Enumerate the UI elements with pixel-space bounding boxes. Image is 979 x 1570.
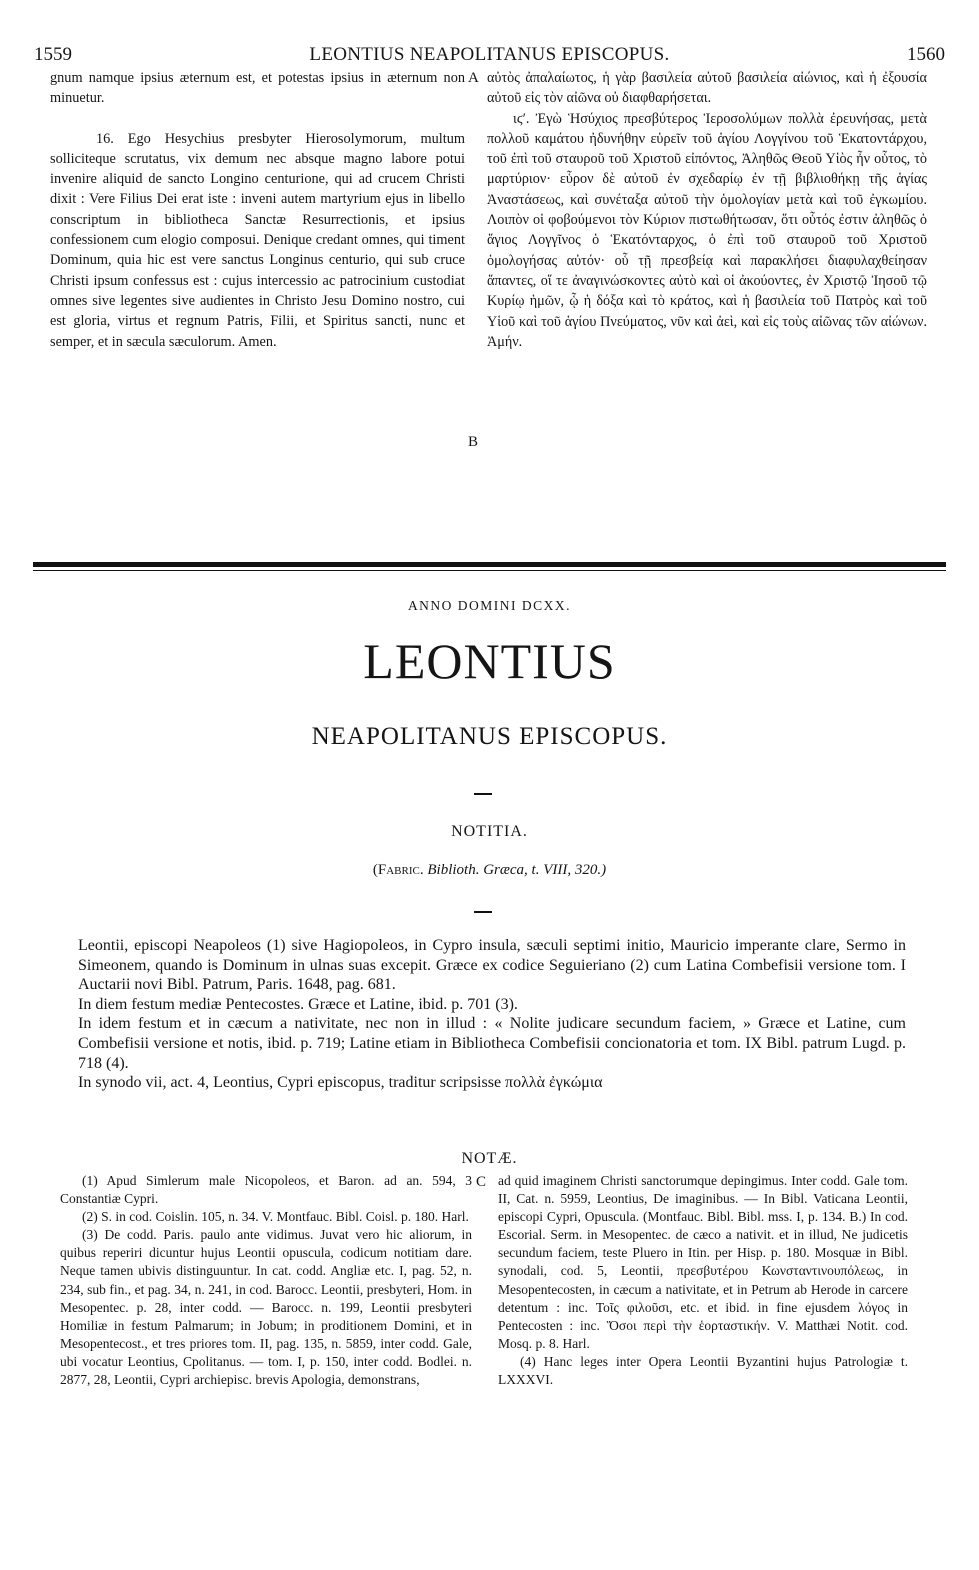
margin-marker-c: C bbox=[476, 1174, 487, 1190]
notitia-paragraph: In idem festum et in cæcum a nativitate, nec non in illud : « Nolite judicare secundum faciem, » Græce et Latine, cum Combefisii versione et notis, ibid. p. 719; Latine etiam in Bibliotheca Combefisii concionatoria et tom. IX Bibl. patrum Lugd. p. 718 (4). bbox=[78, 1015, 906, 1072]
section-title: LEONTIUS bbox=[363, 633, 616, 689]
section-divider-thick bbox=[33, 562, 946, 567]
notae-heading: NOTÆ. bbox=[461, 1150, 518, 1167]
footnote: (1) Apud Simlerum male Nicopoleos, et Baron. ad an. 594, 3 Constantiæ Cypri. bbox=[60, 1173, 472, 1207]
notitia-body bbox=[78, 936, 906, 1093]
left-column-number: 1559 bbox=[34, 44, 72, 65]
right-column-number: 1560 bbox=[907, 44, 945, 65]
footnote: (4) Hanc leges inter Opera Leontii Byzantini hujus Patrologiæ t. LXXXVI. bbox=[498, 1353, 908, 1388]
notes-right-column bbox=[498, 1172, 908, 1389]
fabric-abbreviation: Fabric. bbox=[377, 862, 424, 878]
margin-marker-a: A bbox=[468, 70, 479, 86]
fabricius-reference bbox=[0, 862, 979, 879]
running-title: LEONTIUS NEAPOLITANUS EPISCOPUS. bbox=[309, 44, 670, 65]
short-divider bbox=[474, 793, 492, 795]
fabric-citation: Biblioth. Græca, t. VIII, 320.) bbox=[427, 862, 607, 878]
section-subtitle: NEAPOLITANUS EPISCOPUS. bbox=[311, 723, 668, 750]
footnote-continuation: ad quid imaginem Christi sanctorumque depingimus. Inter codd. Gale tom. II, Cat. n. 5959, Leontius, De imaginibus. — In Bibl. Vaticana Leontii, episcopi Cypri, Opuscula. (Montfauc. Bibl. Bibl. mss. I, p. 134. B.) In cod. Escorial. Serm. in Mesopentec. de cæco a nativit. et in illud, Ne judicetis secundum faciem, teste Pluero in Itin. per Hisp. p. 180. Mosquæ in Bibl. synodali, cod. 5, Leontii, πρεσβυτέρου Κωνσταντινουπόλεως, in Mesopentecosten, in cæcum a nativitate, et in Petrum ab Herode in carcere detentum : inc. Τοῖς φιλοῦσι, etc. et ibid. in fine ejusdem λόγος in Pentecosten : inc. Ὅσοι περὶ τὴν ἑορταστικήν. V. Matthæi Notit. cod. Mosq. p. 8. Harl. bbox=[498, 1173, 908, 1351]
greek-paragraph: αὐτὸς ἀπαλαίωτος, ἡ γὰρ βασιλεία αὐτοῦ βασιλεία αἰώνιος, καὶ ἡ ἐξουσία αὐτοῦ εἰς τὸν αἰῶνα οὐ διαφθαρήσεται. bbox=[487, 70, 927, 107]
latin-paragraph: 16. Ego Hesychius presbyter Hierosolymorum, multum solliciteque scrutatus, vix demum nec absque magno labore potui invenire aliquid de sancto Longino centurione, qui ad crucem Christi dixit : Vere Filius Dei erat iste : inveni autem martyrium ejus in libello conscriptum in bibliotheca Sanctæ Resurrectionis, et ipsius confessionem cum elogio composui. Denique credant omnes, qui timent Dominum, quia hic est vere sanctus Longinus centurio, qui sub cruce Christi ipsum confessus est : cujus intercessio ac patrocinium custodiat omnes sive legentes sive audientes in Christo Jesu Domino nostro, cui est gloria, virtus et regnum Patris, Filii, et Spiritus sancti, nunc et semper, et in sæcula sæculorum. Amen. bbox=[50, 130, 465, 350]
notitia-paragraph: Leontii, episcopi Neapoleos (1) sive Hagiopoleos, in Cypro insula, sæculi septimi initio, Mauricio imperante clare, Sermo in Simeonem, quando is Dominum in ulnas suas excepit. Græce ex codice Seguieriano (2) cum Latina Combefisii versione tom. I Auctarii novi Bibl. Patrum, Paris. 1648, pag. 681. bbox=[78, 937, 906, 994]
footnote: (2) S. in cod. Coislin. 105, n. 34. V. Montfauc. Bibl. Coisl. p. 180. Harl. bbox=[82, 1209, 469, 1225]
anno-domini: ANNO DOMINI DCXX. bbox=[407, 598, 572, 613]
latin-paragraph: gnum namque ipsius æternum est, et potestas ipsius in æternum non minuetur. bbox=[50, 70, 465, 107]
greek-paragraph: ιϛʹ. Ἐγὼ Ἡσύχιος πρεσβύτερος Ἱεροσολύμων πολλὰ ἐρευνήσας, μετὰ πολλοῦ καμάτου ἠδυνήθην εὑρεῖν τοῦ ἁγίου Λογγίνου τοῦ Ἑκατοντάρχου, τοῦ ἐπὶ τοῦ σταυροῦ τοῦ Χριστοῦ εἰπόντος, Ἀληθῶς Θεοῦ Υἱὸς ἦν οὗτος, τὸ μαρτύριον· εὗρον δὲ αὐτοῦ ἐν σχεδαρίῳ ἐν τῇ βιβλιοθήκῃ τῆς ἁγίας Ἀναστάσεως, καὶ συνέταξα αὐτοῦ τὴν ὁμολογίαν μετὰ καὶ τοῦ ἐγκωμίου. Λοιπὸν οἱ φοβούμενοι τὸν Κύριον πιστωθήτωσαν, ὅτι οὗτός ἐστιν ἀληθῶς ὁ ἅγιος Λογγῖνος ὁ Ἑκατόνταρχος, ὁ ἐπὶ τοῦ σταυροῦ τοῦ Χριστοῦ ὁμολογήσας αὐτόν· οὗ τῇ πρεσβείᾳ καὶ παρακλήσει διαφυλαχθείησαν ἅπαντες, οἵ τε ἀναγινώσκοντες αὐτὸ καὶ οἱ ἀκούοντες, ἐν Χριστῷ Ἰησοῦ τῷ Κυρίῳ ἡμῶν, ᾧ ἡ δόξα καὶ τὸ κράτος, καὶ ἡ βασιλεία τοῦ Πατρὸς καὶ τοῦ Υἱοῦ καὶ τοῦ ἁγίου Πνεύματος, νῦν καὶ ἀεὶ, καὶ εἰς τοὺς αἰῶνας τῶν αἰώνων. Ἀμήν. bbox=[487, 110, 927, 350]
notitia-paragraph: In diem festum mediæ Pentecostes. Græce et Latine, ibid. p. 701 (3). bbox=[78, 995, 518, 1013]
fabric-open-paren: ( bbox=[372, 862, 378, 878]
notitia-paragraph: In synodo vii, act. 4, Leontius, Cypri episcopus, traditur scripsisse πολλὰ ἐγκώμια bbox=[78, 1074, 603, 1092]
notes-left-column bbox=[60, 1172, 472, 1389]
running-head bbox=[34, 44, 945, 68]
margin-marker-b: B bbox=[468, 434, 479, 450]
greek-text-column bbox=[487, 68, 927, 352]
latin-text-column bbox=[50, 68, 465, 352]
footnote: (3) De codd. Paris. paulo ante vidimus. Juvat vero hic aliorum, in quibus reperiri dicuntur hujus Leontii opuscula, codicum notitiam dare. Neque tamen ubivis distinguuntur. In cat. codd. Angliæ etc. I, pag. 52, n. 234, sub fin., et pag. 34, n. 241, in cod. Barocc. Leontii, presbyteri, Hom. in Mesopentec. p. 28, inter codd. — Barocc. n. 199, Leontii presbyteri Homiliæ in festum Palmarum; in Jobum; in proditionem Domini, et in Mesopentecost., et tres priores tom. II, pag. 135, n. 5859, inter codd. Gale, ubi vocatur Leontius, Cpolitanus. — tom. I, p. 150, inter codd. Bodlei. n. 2877, 28, Leontii, Cypri archiepisc. brevis Apologia, demonstrans, bbox=[60, 1227, 472, 1388]
section-divider-thin bbox=[33, 570, 946, 571]
notitia-heading: NOTITIA. bbox=[451, 823, 528, 840]
short-divider bbox=[474, 911, 492, 913]
